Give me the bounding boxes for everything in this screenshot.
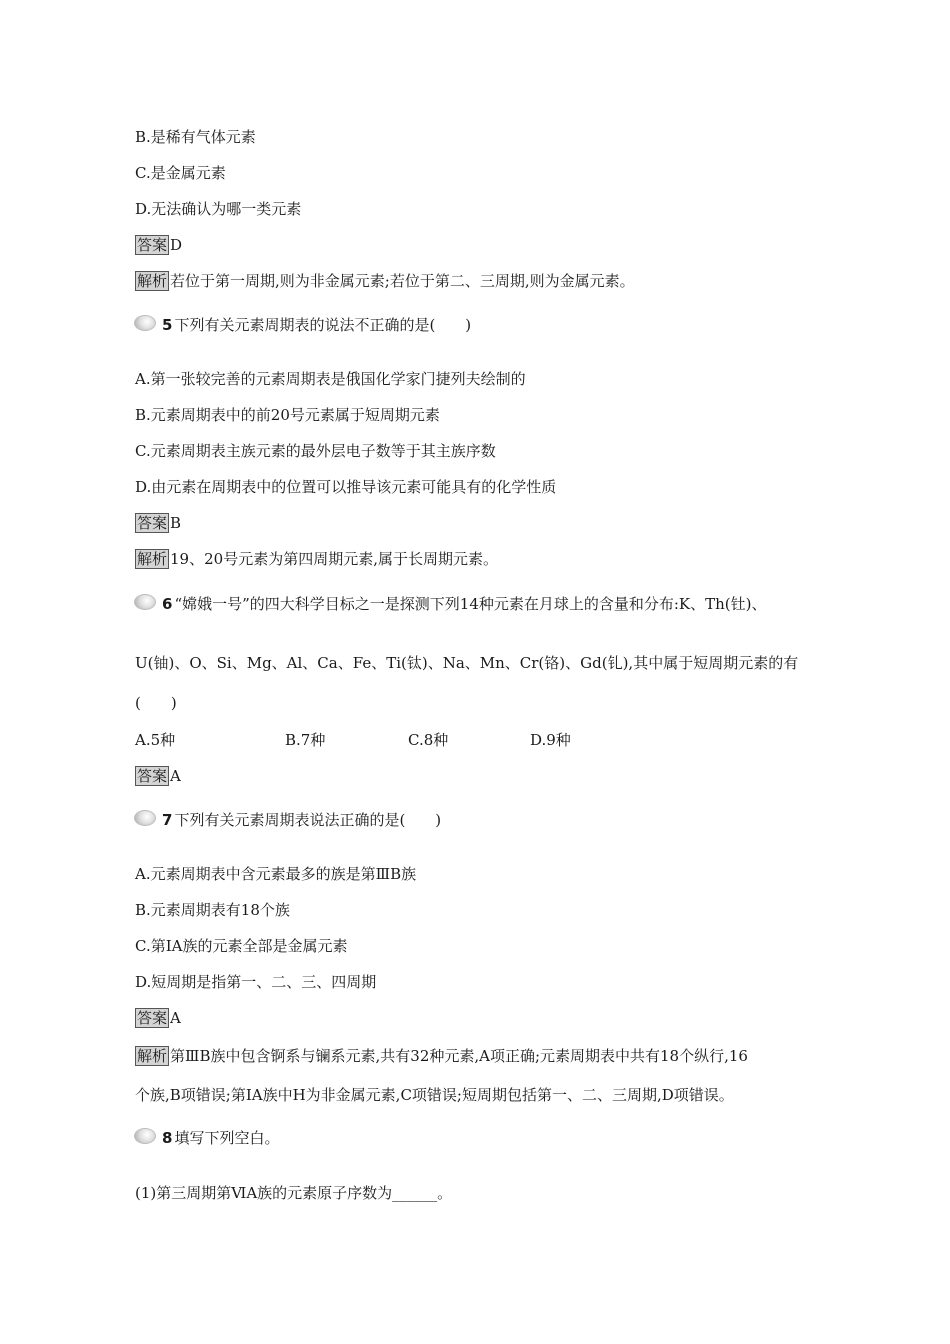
q5-option-c: C.元素周期表主族元素的最外层电子数等于其主族序数: [135, 442, 496, 460]
analysis-text: 第ⅢB族中包含锕系与镧系元素,共有32种元素,A项正确;元素周期表中共有18个纵行,16: [170, 1047, 748, 1065]
q8-header: [134, 1128, 279, 1148]
analysis-tag: 解析: [137, 550, 168, 568]
q5-header: [134, 315, 471, 335]
q7-option-a: A.元素周期表中含元素最多的族是第ⅢB族: [135, 865, 417, 883]
q5-option-d: D.由元素在周期表中的位置可以推导该元素可能具有的化学性质: [135, 478, 557, 496]
question-bullet-icon: [134, 594, 156, 610]
q7-answer: [135, 1008, 181, 1028]
question-bullet-icon: [134, 810, 156, 826]
answer-tag: 答案: [137, 767, 168, 785]
answer-value: A: [170, 1009, 181, 1027]
question-bullet-icon: [134, 315, 156, 331]
q4-option-c: C.是金属元素: [135, 164, 226, 182]
question-stem: 下列有关元素周期表说法正确的是( ): [174, 811, 442, 829]
q6-option-a: A.5种: [135, 731, 176, 749]
q7-analysis-line2: 个族,B项错误;第ⅠA族中H为非金属元素,C项错误;短周期包括第一、二、三周期,D项错误。: [135, 1086, 734, 1104]
question-number: 7: [162, 811, 173, 829]
analysis-tag: 解析: [137, 1047, 168, 1065]
q7-analysis: [135, 1046, 748, 1066]
q7-option-d: D.短周期是指第一、二、三、四周期: [135, 973, 377, 991]
question-number: 6: [162, 595, 173, 613]
q5-option-a: A.第一张较完善的元素周期表是俄国化学家门捷列夫绘制的: [135, 370, 526, 388]
q5-analysis: [135, 549, 498, 569]
q7-header: [134, 810, 441, 830]
q4-analysis: [135, 271, 635, 291]
answer-tag: 答案: [137, 514, 168, 532]
q4-answer: [135, 235, 182, 255]
answer-value: D: [170, 236, 183, 254]
answer-value: A: [170, 767, 181, 785]
q6-option-c: C.8种: [408, 731, 449, 749]
question-stem: 下列有关元素周期表的说法不正确的是( ): [174, 316, 472, 334]
question-bullet-icon: [134, 1128, 156, 1144]
question-number: 8: [162, 1129, 173, 1147]
q8-sub1: (1)第三周期第ⅥA族的元素原子序数为______。: [135, 1184, 453, 1202]
analysis-text: 19、20号元素为第四周期元素,属于长周期元素。: [170, 550, 498, 568]
q6-option-b: B.7种: [285, 731, 326, 749]
analysis-tag: 解析: [137, 272, 168, 290]
q7-option-c: C.第ⅠA族的元素全部是金属元素: [135, 937, 348, 955]
q6-option-d: D.9种: [530, 731, 571, 749]
answer-tag: 答案: [137, 1009, 168, 1027]
q6-stem-line3: ( ): [135, 694, 177, 712]
q4-option-d: D.无法确认为哪一类元素: [135, 200, 302, 218]
q4-option-b: B.是稀有气体元素: [135, 128, 256, 146]
q6-stem-line2: U(铀)、O、Si、Mg、Al、Ca、Fe、Ti(钛)、Na、Mn、Cr(铬)、Gd(钆),其中属于短周期元素的有: [135, 654, 799, 672]
analysis-text: 若位于第一周期,则为非金属元素;若位于第二、三周期,则为金属元素。: [170, 272, 635, 290]
question-number: 5: [162, 316, 173, 334]
question-stem: 填写下列空白。: [174, 1129, 280, 1147]
q7-option-b: B.元素周期表有18个族: [135, 901, 290, 919]
q6-answer: [135, 766, 181, 786]
answer-tag: 答案: [137, 236, 168, 254]
q5-answer: [135, 513, 181, 533]
question-stem: “嫦娥一号”的四大科学目标之一是探测下列14种元素在月球上的含量和分布:K、Th(钍)、: [174, 595, 767, 613]
answer-value: B: [170, 514, 182, 532]
q6-header: [134, 594, 767, 614]
q5-option-b: B.元素周期表中的前20号元素属于短周期元素: [135, 406, 440, 424]
